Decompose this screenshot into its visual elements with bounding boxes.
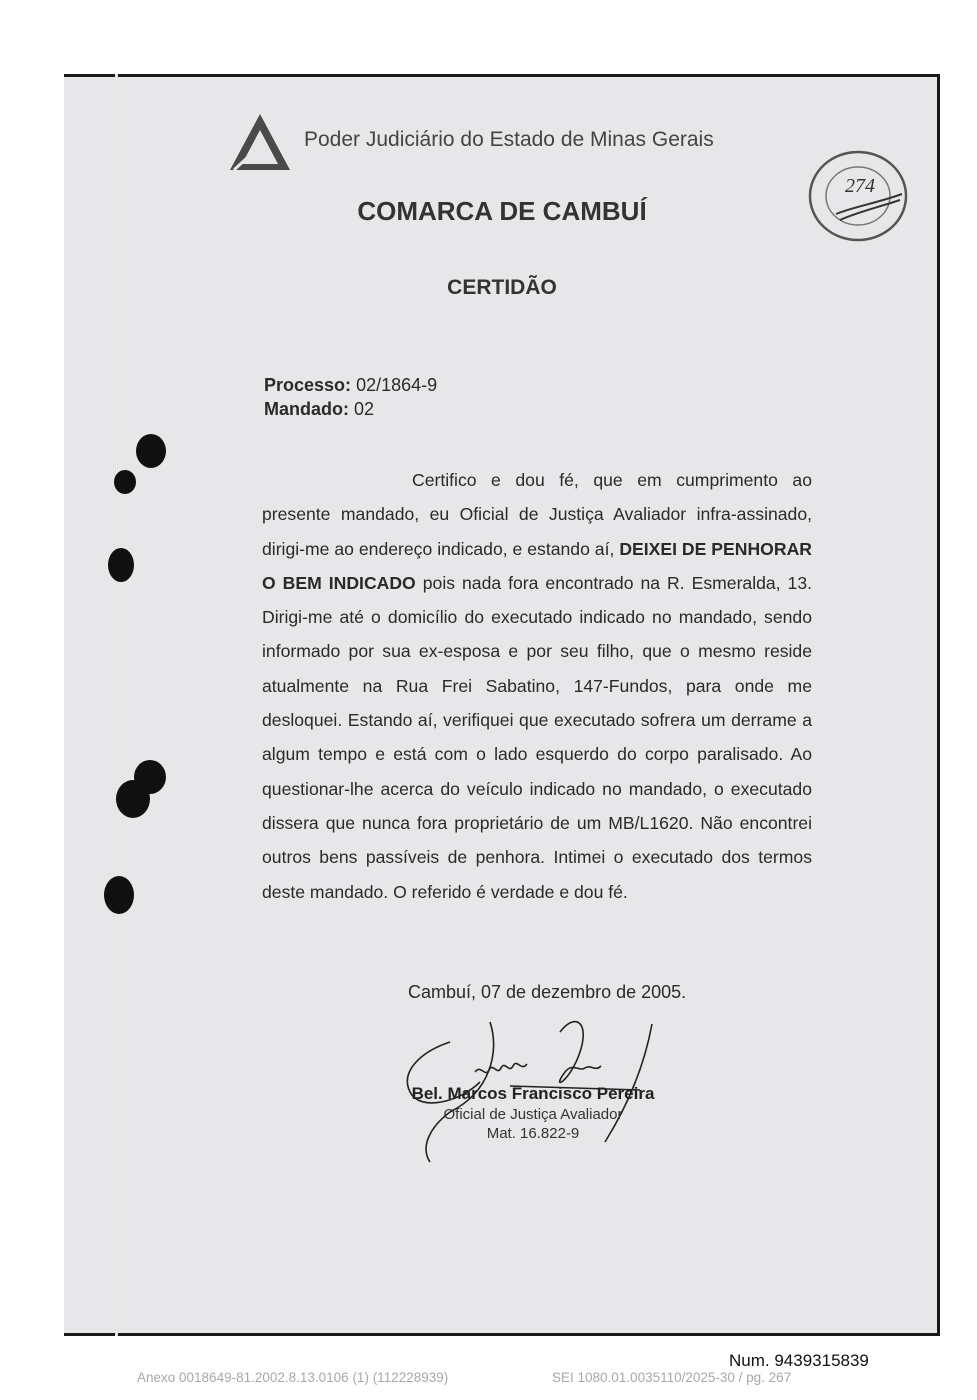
signatory-name: Bel. Marcos Francisco Pereira xyxy=(411,1084,655,1103)
punch-hole-1 xyxy=(136,434,166,468)
page-fold-line xyxy=(115,74,118,1336)
punch-hole-3 xyxy=(108,548,134,582)
comarca-title: COMARCA DE CAMBUÍ xyxy=(357,196,647,226)
signatory-role: Oficial de Justiça Avaliador xyxy=(443,1106,623,1123)
court-triangle-logo-icon xyxy=(228,112,292,172)
footer-document-number: Num. 9439315839 xyxy=(729,1351,869,1370)
punch-hole-2 xyxy=(114,470,136,494)
process-label: Processo: xyxy=(264,375,352,395)
body-part-2: pois nada fora encontrado na R. Esmeralda, 13. Dirigi-me até o domicílio do executado indicado no mandado, sendo informado por sua ex-esposa e por seu filho, que o mesmo reside atualmente na Rua Frei Sabatino, 147-Fundos, para onde me desloquei. Estando aí, verifiquei que executado sofrera um derrame a algum tempo e está com o lado esquerdo do corpo paralisado. Ao questionar-lhe acerca do veículo indicado no mandado, o executado dissera que nunca fora proprietário de um MB/L1620. Não encontrei outros bens passíveis de penhora. Intimei o executado dos termos deste mandado. O referido é verdade e dou fé. xyxy=(262,572,813,902)
process-line xyxy=(264,373,437,397)
mandado-value: 02 xyxy=(354,399,375,419)
signatory-registration: Mat. 16.822-9 xyxy=(486,1125,580,1142)
place-date: Cambuí, 07 de dezembro de 2005. xyxy=(408,982,687,1002)
body-part-1: Certifico e dou fé, que em cumprimento ao presente mandado, eu Oficial de Justiça Avaliador infra-assinado, dirigi-me ao endereço indicado, e estando aí, xyxy=(262,470,812,559)
punch-hole-6 xyxy=(104,876,134,914)
document-header xyxy=(228,112,828,176)
mandado-label: Mandado: xyxy=(264,399,349,419)
process-value: 02/1864-9 xyxy=(356,375,438,395)
footer-annex-reference: Anexo 0018649-81.2002.8.13.0106 (1) (112228939) xyxy=(137,1370,449,1385)
footer-sei-reference: SEI 1080.01.0035110/2025-30 / pg. 267 xyxy=(552,1370,792,1385)
secretaria-stamp-icon xyxy=(806,148,910,244)
stamp-page-number: 274 xyxy=(845,175,875,197)
process-info xyxy=(264,373,437,421)
punch-hole-5 xyxy=(116,780,150,818)
document-title: CERTIDÃO xyxy=(447,276,557,299)
body-emphasis: DEIXEI DE PENHORAR O BEM INDICADO xyxy=(262,538,812,593)
court-name: Poder Judiciário do Estado de Minas Gerais xyxy=(304,128,714,151)
certificate-body xyxy=(262,463,812,909)
mandado-line xyxy=(264,397,437,421)
